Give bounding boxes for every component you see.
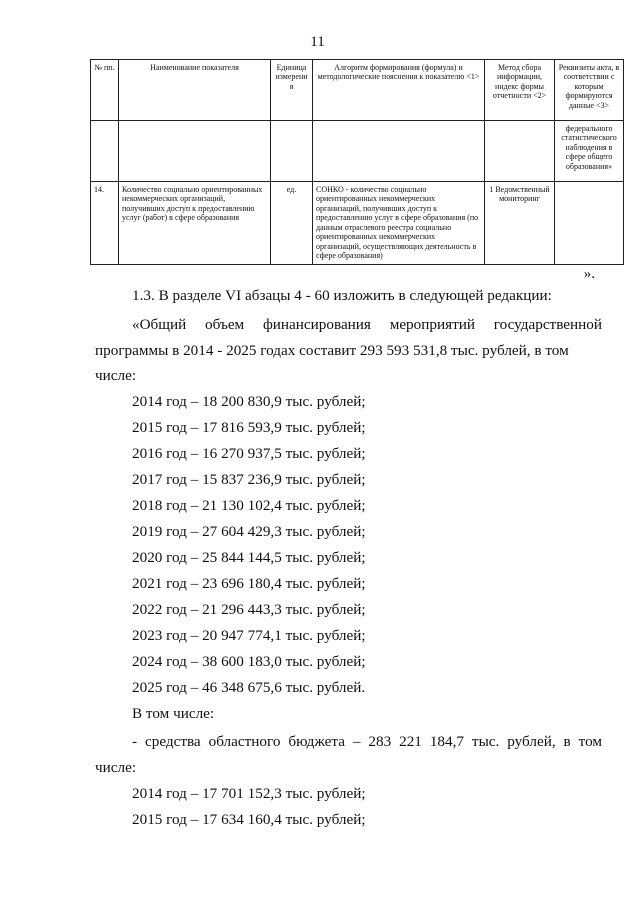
year-line: 2016 год – 16 270 937,5 тыс. рублей; [132, 445, 366, 462]
indicators-table [90, 59, 624, 265]
header-unit: Единица измерения [271, 60, 313, 121]
table-cell: федерального статистического наблюдения в сфере общего образования» [555, 121, 624, 182]
year-line: 2024 год – 38 600 183,0 тыс. рублей; [132, 653, 366, 670]
including-label: В том числе: [132, 705, 215, 722]
table-row [91, 182, 624, 265]
table-cell [271, 121, 313, 182]
header-algorithm: Алгоритм формирования (формула) и методологические пояснения к показателю <1> [313, 60, 485, 121]
year-line: 2019 год – 27 604 429,3 тыс. рублей; [132, 523, 366, 540]
row-number: 14. [91, 182, 119, 265]
year-line: 2025 год – 46 348 675,6 тыс. рублей. [132, 679, 366, 696]
year-line: 2021 год – 23 696 180,4 тыс. рублей; [132, 575, 366, 592]
year-line: 2015 год – 17 634 160,4 тыс. рублей; [132, 811, 366, 828]
page-number: 11 [310, 34, 325, 50]
year-line: 2023 год – 20 947 774,1 тыс. рублей; [132, 627, 366, 644]
paragraph-line: «Общий объем финансирования мероприятий государственной [132, 316, 602, 333]
paragraph-line: числе: [95, 759, 137, 776]
year-line: 2022 год – 21 296 443,3 тыс. рублей; [132, 601, 366, 618]
header-act-details: Реквизиты акта, в соответствии с которым формируются данные <3> [555, 60, 624, 121]
table-cell [91, 121, 119, 182]
table-row [91, 121, 624, 182]
year-line: 2020 год – 25 844 144,5 тыс. рублей; [132, 549, 366, 566]
table-cell [313, 121, 485, 182]
year-line: 2017 год – 15 837 236,9 тыс. рублей; [132, 471, 366, 488]
header-number: № пп. [91, 60, 119, 121]
indicator-name: Количество социально ориентированных некоммерческих организаций, получивших доступ к предоставлению услуг (работ) в сфере образования [119, 182, 271, 265]
year-line: 2015 год – 17 816 593,9 тыс. рублей; [132, 419, 366, 436]
paragraph-line: числе: [95, 367, 137, 384]
quote-close: ». [583, 266, 595, 282]
regional-budget-line: - средства областного бюджета – 283 221 184,7 тыс. рублей, в том [132, 733, 602, 750]
header-collection-method: Метод сбора информации, индекс формы отчетности <2> [485, 60, 555, 121]
year-line: 2018 год – 21 130 102,4 тыс. рублей; [132, 497, 366, 514]
year-line: 2014 год – 18 200 830,9 тыс. рублей; [132, 393, 366, 410]
year-line: 2014 год – 17 701 152,3 тыс. рублей; [132, 785, 366, 802]
table-header-row [91, 60, 624, 121]
table-cell [485, 121, 555, 182]
section-intro: 1.3. В разделе VI абзацы 4 - 60 изложить в следующей редакции: [132, 287, 552, 304]
algorithm: СОНКО - количество социально ориентированных некоммерческих организаций, получивших доступ к предоставлению услуг в сфере образования (по данным отраслевого реестра социально ориентированных некоммерческих организаций, осуществляющих деятельность в сфере образования) [313, 182, 485, 265]
header-indicator-name: Наименование показателя [119, 60, 271, 121]
act-details [555, 182, 624, 265]
paragraph-line: программы в 2014 - 2025 годах составит 293 593 531,8 тыс. рублей, в том [95, 342, 569, 359]
table-cell [119, 121, 271, 182]
unit: ед. [271, 182, 313, 265]
collection-method: 1 Ведомственный мониторинг [485, 182, 555, 265]
